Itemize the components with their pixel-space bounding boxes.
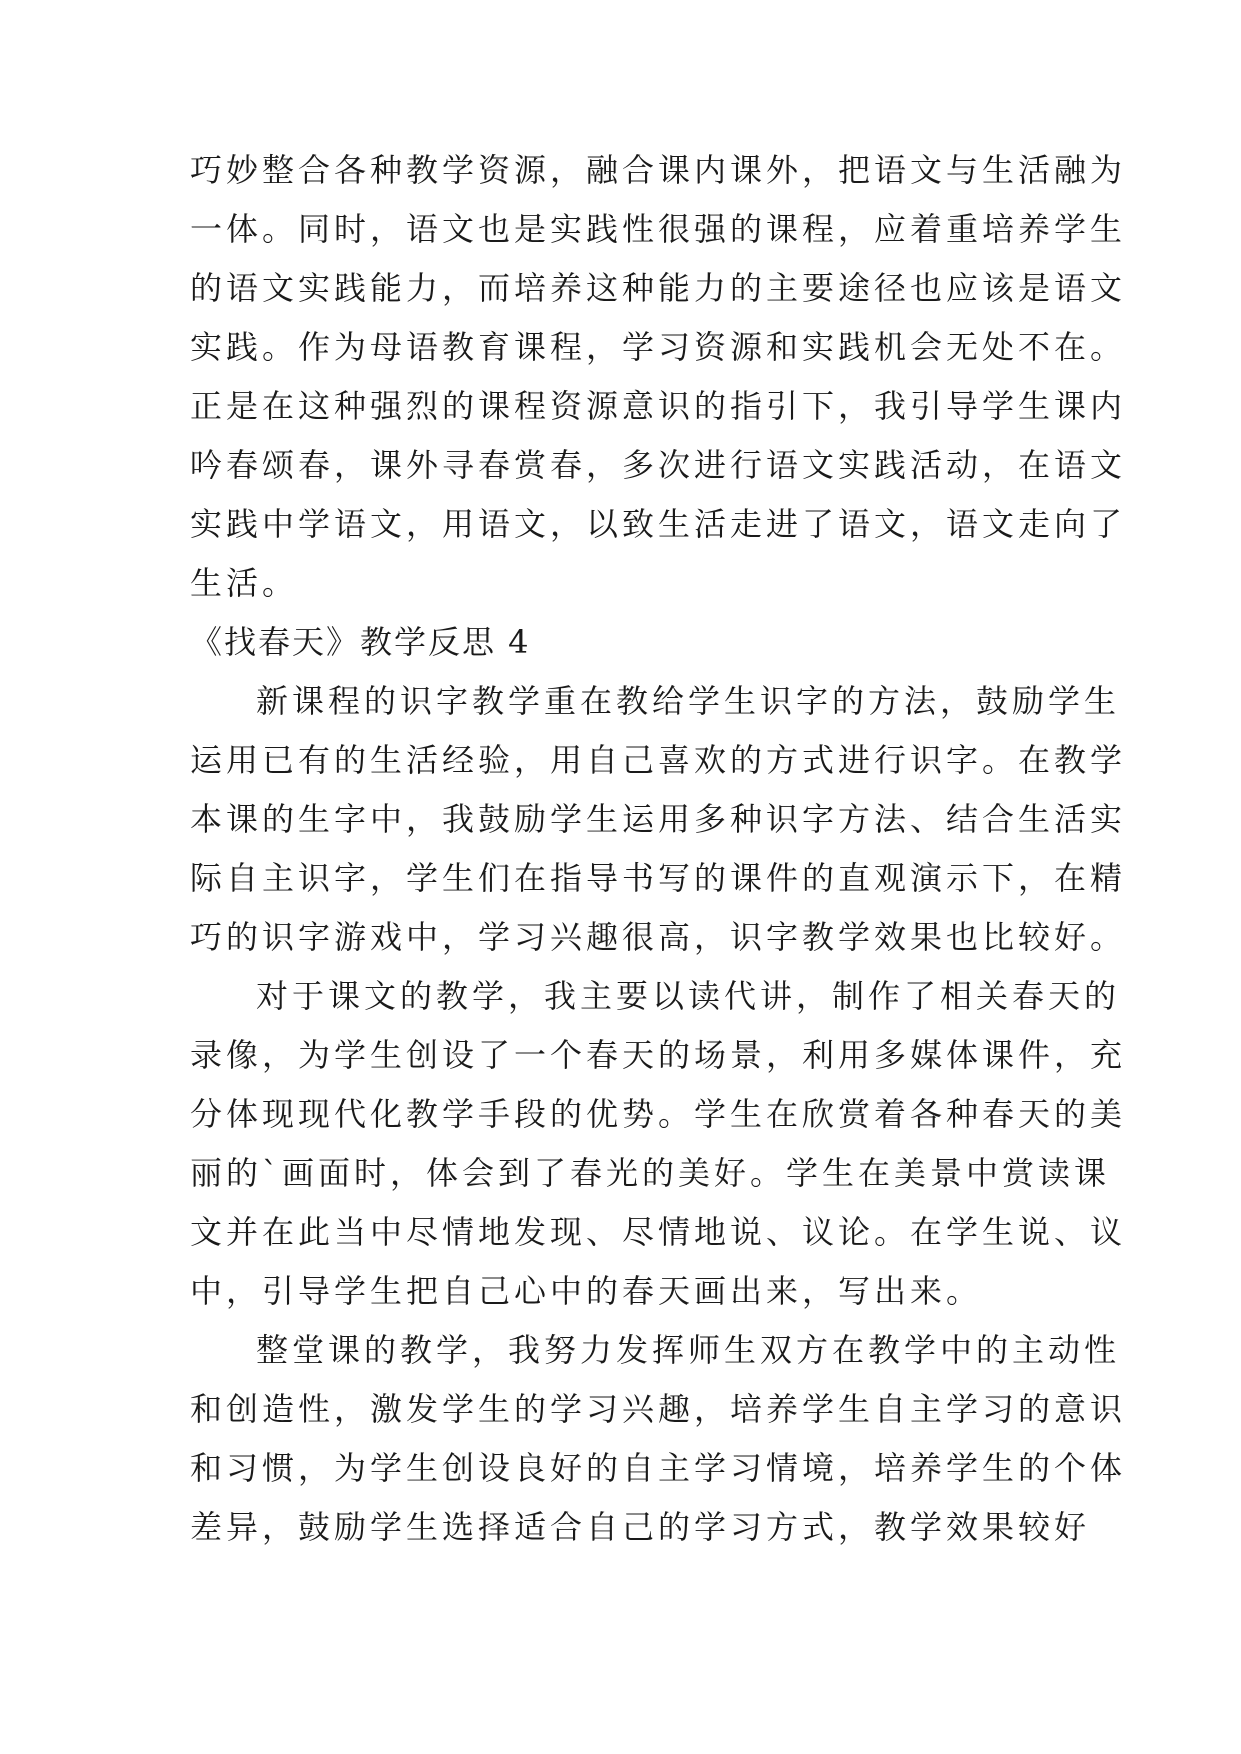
body-text-line: 新课程的识字教学重在教给学生识字的方法，鼓励学生 — [256, 682, 1121, 720]
body-text-line: 实践。作为母语教育课程，学习资源和实践机会无处不在。 — [190, 328, 1127, 366]
body-text-line: 吟春颂春，课外寻春赏春，多次进行语文实践活动，在语文 — [190, 446, 1127, 484]
body-text-line: 差异，鼓励学生选择适合自己的学习方式，教学效果较好 — [190, 1508, 1091, 1546]
body-text-line: 际自主识字，学生们在指导书写的课件的直观演示下，在精 — [190, 859, 1127, 897]
body-text-line: 的语文实践能力，而培养这种能力的主要途径也应该是语文 — [190, 269, 1127, 307]
body-text-line: 生活。 — [190, 564, 299, 602]
body-text-line: 一体。同时，语文也是实践性很强的课程，应着重培养学生 — [190, 210, 1127, 248]
body-text-line: 巧妙整合各种教学资源，融合课内课外，把语文与生活融为 — [190, 151, 1127, 189]
body-text-line: 文并在此当中尽情地发现、尽情地说、议论。在学生说、议 — [190, 1213, 1127, 1251]
body-text-line: 实践中学语文，用语文，以致生活走进了语文，语文走向了 — [190, 505, 1127, 543]
body-text-line: 运用已有的生活经验，用自己喜欢的方式进行识字。在教学 — [190, 741, 1127, 779]
body-text-line: 分体现现代化教学手段的优势。学生在欣赏着各种春天的美 — [190, 1095, 1127, 1133]
body-text-line: 整堂课的教学，我努力发挥师生双方在教学中的主动性 — [256, 1331, 1121, 1369]
body-text-line: 本课的生字中，我鼓励学生运用多种识字方法、结合生活实 — [190, 800, 1127, 838]
body-text-line: 录像，为学生创设了一个春天的场景，利用多媒体课件，充 — [190, 1036, 1127, 1074]
body-text-line: 对于课文的教学，我主要以读代讲，制作了相关春天的 — [256, 977, 1121, 1015]
body-text-line: 正是在这种强烈的课程资源意识的指引下，我引导学生课内 — [190, 387, 1127, 425]
body-text-line: 和习惯，为学生创设良好的自主学习情境，培养学生的个体 — [190, 1449, 1127, 1487]
body-text-line: 和创造性，激发学生的学习兴趣，培养学生自主学习的意识 — [190, 1390, 1127, 1428]
section-heading: 《找春天》教学反思 4 — [190, 623, 531, 661]
body-text-line: 巧的识字游戏中，学习兴趣很高，识字教学效果也比较好。 — [190, 918, 1127, 956]
body-text-line: 丽的`画面时，体会到了春光的美好。学生在美景中赏读课 — [190, 1154, 1111, 1192]
body-text-line: 中，引导学生把自己心中的春天画出来，写出来。 — [190, 1272, 983, 1310]
